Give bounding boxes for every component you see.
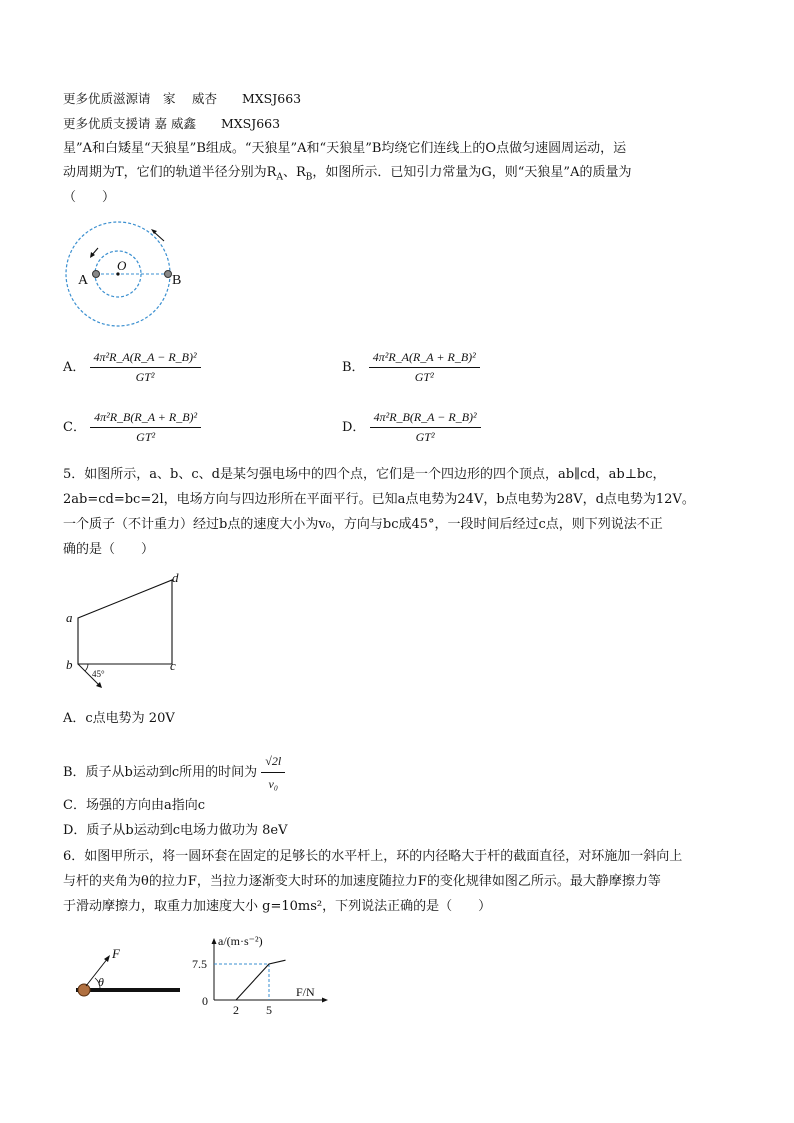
q4-option-B[interactable]: B． $\frac{\text{4π²R\_A(R\_A + R\_B)²}}{\text{GT²}}$ — [342, 350, 480, 385]
q5-option-B[interactable]: B．质子从b运动到c所用的时间为 $\frac{√2l}{\text{v₀}}$ — [63, 752, 285, 793]
q4-text-line-1: 星”A和白矮星“天狼星”B组成。“天狼星”A和“天狼星”B均绕它们连线上的O点做匀速圆周运动，运 — [63, 141, 627, 156]
star-A — [93, 271, 100, 278]
q5-text-line-1: 5．如图所示，a、b、c、d是某匀强电场中的四个点，它们是一个四边形的四个顶点，ab∥cd，ab⊥bc， — [63, 467, 666, 482]
label-F: F — [112, 946, 120, 961]
y-axis-label: a/(m·s⁻²) — [218, 934, 263, 948]
q6-text-line-2: 与杆的夹角为θ的拉力F，当拉力逐渐变大时环的加速度随拉力F的变化规律如图乙所示。最大静摩擦力等 — [63, 874, 661, 889]
q5-option-C[interactable]: C．场强的方向由a指向c — [63, 798, 205, 813]
label-angle: 45° — [92, 669, 105, 679]
label-a: a — [66, 610, 73, 625]
label-b: b — [66, 657, 73, 672]
y-axis-arrow-icon — [212, 938, 217, 944]
q4-orbit-figure — [58, 218, 198, 336]
q5-text-line-4: 确的是（ ） — [63, 542, 155, 557]
y-tick-label: 7.5 — [192, 957, 207, 971]
x-axis-label: F/N — [296, 985, 315, 999]
header-line-2: 更多优质支援请 嘉 威鑫 MXSJ663 — [63, 116, 281, 131]
q4-option-A[interactable]: A． $\frac{\text{4π²R\_A(R\_A − R\_B)²}}{\text{GT²}}$ — [63, 350, 201, 385]
label-B: B — [172, 273, 182, 288]
label-theta: θ — [98, 975, 104, 989]
q6-a-F-chart — [192, 932, 332, 1020]
series-line-a-F — [236, 960, 286, 1000]
q6-text-line-1: 6．如图甲所示，将一圆环套在固定的足够长的水平杆上，环的内径略大于杆的截面直径，对环施加一斜向上 — [63, 849, 683, 864]
q4-option-C[interactable]: C． $\frac{\text{4π²R\_B(R\_A + R\_B)²}}{\text{GT²}}$ — [63, 410, 201, 445]
q5-quadrilateral-figure — [60, 568, 200, 688]
label-d: d — [172, 570, 179, 585]
angle-arc — [85, 664, 88, 671]
x-tick-label: 2 — [233, 1003, 239, 1017]
q5-option-D[interactable]: D．质子从b运动到c电场力做功为 8eV — [63, 823, 288, 838]
label-c: c — [170, 658, 176, 673]
x-tick-label: 5 — [266, 1003, 272, 1017]
x-axis-arrow-icon — [322, 998, 328, 1003]
q5-option-A[interactable]: A．c点电势为 20V — [63, 711, 175, 726]
origin-label: 0 — [202, 994, 208, 1008]
label-O: O — [117, 258, 127, 273]
quadrilateral-abcd — [78, 580, 172, 664]
q6-ring-rod-figure — [68, 940, 188, 1005]
star-B — [165, 271, 172, 278]
q4-text-line-2: 动周期为T，它们的轨道半径分别为$R_A$、$R_B$，如图所示．已知引力常量为G，则“天狼星”A的质量为 — [63, 165, 632, 183]
q5-text-line-2: 2ab=cd=bc=2l，电场方向与四边形所在平面平行。已知a点电势为24V，b点电势为28V，d点电势为12V。 — [63, 492, 695, 507]
force-arrowhead-icon — [104, 955, 110, 962]
q5-text-line-3: 一个质子（不计重力）经过b点的速度大小为v₀，方向与bc成45°，一段时间后经过c点，则下列说法不正 — [63, 517, 663, 532]
force-arrow — [86, 958, 108, 986]
q4-option-D[interactable]: D． $\frac{\text{4π²R\_B(R\_A − R\_B)²}}{\text{GT²}}$ — [342, 410, 481, 445]
header-line-1: 更多优质滋源请 家 威杏 MXSJ663 — [63, 91, 302, 106]
q4-answer-paren: （ ） — [63, 190, 116, 205]
ring — [78, 984, 90, 996]
arrow-outer-icon — [154, 232, 164, 241]
q6-text-line-3: 于滑动摩擦力，取重力加速度大小 g=10ms²，下列说法正确的是（ ） — [63, 899, 492, 914]
label-A: A — [78, 273, 89, 288]
